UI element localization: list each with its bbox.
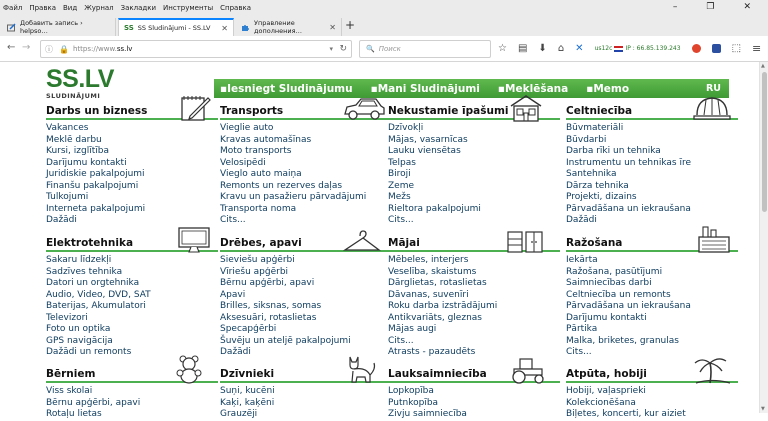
flag-icon bbox=[614, 46, 623, 52]
category-link[interactable]: Lopkopība bbox=[388, 386, 434, 396]
category-link[interactable]: Specapģērbi bbox=[220, 324, 277, 334]
scrollbar-thumb[interactable] bbox=[762, 72, 767, 212]
navigation-bar bbox=[0, 36, 768, 62]
category-link[interactable]: Roku darba izstrādājumi bbox=[388, 301, 498, 311]
category-construction bbox=[566, 104, 738, 227]
category-link[interactable]: Atrasts - pazaudēts bbox=[388, 347, 476, 357]
category-link[interactable]: Mājas augi bbox=[388, 324, 437, 334]
category-link[interactable]: Dzīvokļi bbox=[388, 123, 424, 133]
category-link[interactable]: Dārza tehnika bbox=[566, 180, 629, 191]
bookmark-star-icon[interactable]: ☆ bbox=[498, 43, 507, 54]
category-link[interactable]: Foto un optika bbox=[46, 324, 111, 334]
category-link[interactable]: Tulkojumi bbox=[46, 192, 89, 202]
category-link[interactable]: Grauzēji bbox=[220, 409, 258, 419]
category-link[interactable]: Transporta noma bbox=[220, 203, 297, 214]
category-link[interactable]: Brilles, siksnas, somas bbox=[220, 301, 322, 311]
ss-icon: SS bbox=[124, 23, 134, 32]
category-link[interactable]: Kravas automašīnas bbox=[220, 134, 312, 145]
category-link[interactable]: Zeme bbox=[388, 180, 415, 191]
furniture-icon bbox=[506, 228, 546, 258]
category-link[interactable]: Antikvariāts, gleznas bbox=[388, 312, 482, 323]
hanger-icon bbox=[342, 228, 382, 258]
wordpress-icon bbox=[7, 23, 16, 32]
language-switch-ru[interactable]: RU bbox=[705, 83, 721, 94]
category-link[interactable]: Kravu un pasažieru pārvadājumi bbox=[220, 192, 367, 202]
category-link[interactable]: Pārvadāšana un iekraušana bbox=[566, 301, 691, 311]
close-tab-icon[interactable]: ✕ bbox=[221, 23, 228, 33]
category-title[interactable]: Nekustamie īpašumi bbox=[388, 105, 509, 117]
category-link[interactable]: Pārtika bbox=[566, 324, 598, 334]
home-icon[interactable]: ⌂ bbox=[557, 43, 565, 54]
category-link[interactable]: Rieltora pakalpojumi bbox=[388, 203, 481, 214]
category-link[interactable]: Putnkopība bbox=[388, 397, 439, 408]
url-scheme: https://www. bbox=[72, 45, 117, 53]
category-link[interactable]: Lauku viensētas bbox=[388, 146, 461, 156]
reload-icon[interactable]: ↻ bbox=[339, 44, 347, 54]
category-title[interactable]: Elektrotehnika bbox=[46, 237, 134, 249]
category-link[interactable]: Dažādi bbox=[46, 215, 77, 225]
category-link[interactable]: Sakaru līdzekļi bbox=[46, 255, 112, 265]
nav-submit-ad[interactable]: ▪Iesniegt Sludinājumu bbox=[220, 82, 353, 95]
category-link[interactable]: Veselība, skaistums bbox=[388, 266, 477, 277]
forward-icon[interactable]: → bbox=[22, 42, 31, 53]
category-title[interactable]: Bērniem bbox=[46, 368, 96, 380]
category-link[interactable]: Hobiji, vaļasprieki bbox=[566, 386, 646, 396]
close-window-icon[interactable]: ✕ bbox=[743, 2, 751, 12]
scroll-up-icon[interactable]: ▲ bbox=[761, 63, 765, 69]
category-link[interactable]: Aksesuāri, rotaslietas bbox=[220, 312, 317, 323]
category-link[interactable]: Bērnu apģērbi, apavi bbox=[46, 397, 141, 408]
category-links bbox=[220, 123, 392, 227]
category-animals bbox=[220, 367, 392, 421]
category-link[interactable]: Kursi, izglītība bbox=[46, 146, 109, 156]
sidebar-toggle-icon[interactable]: ⬚ bbox=[731, 43, 742, 54]
category-link[interactable]: Dāvanas, suvenīri bbox=[388, 289, 469, 300]
category-leisure bbox=[566, 367, 738, 421]
category-link[interactable]: Vieglie auto bbox=[220, 123, 274, 133]
category-link[interactable]: Ražošana, pasūtījumi bbox=[566, 266, 663, 277]
logo-text: SS.LV bbox=[46, 65, 114, 93]
category-transport bbox=[220, 104, 392, 227]
category-link[interactable]: Šuvēju un ateljē pakalpojumi bbox=[220, 335, 351, 346]
car-icon bbox=[342, 96, 386, 126]
nav-label: Mani Sludinājumi bbox=[377, 82, 480, 95]
category-link[interactable]: Finanšu pakalpojumi bbox=[46, 180, 139, 191]
category-electronics bbox=[46, 236, 218, 359]
category-title[interactable]: Atpūta, hobiji bbox=[566, 368, 647, 380]
nav-memo[interactable]: ▪Memo bbox=[586, 82, 630, 95]
category-work bbox=[46, 104, 218, 227]
category-link[interactable]: Cits... bbox=[566, 347, 592, 357]
nav-label: Memo bbox=[593, 82, 630, 95]
category-link[interactable]: Dažādi un remonts bbox=[46, 347, 132, 357]
category-link[interactable]: Santehnika bbox=[566, 169, 617, 179]
category-title[interactable]: Ražošana bbox=[566, 237, 623, 249]
tab-wordpress[interactable] bbox=[2, 18, 116, 36]
category-links bbox=[220, 386, 392, 421]
page-content bbox=[0, 62, 768, 419]
menu-view[interactable]: Вид bbox=[62, 4, 78, 12]
category-link[interactable]: Cits... bbox=[388, 335, 414, 346]
category-link[interactable]: Baterijas, Akumulatori bbox=[46, 301, 146, 311]
url-bar[interactable] bbox=[40, 40, 352, 58]
category-link[interactable]: Dārglietas, rotaslietas bbox=[388, 278, 487, 288]
logo-subtitle: SLUDINĀJUMI bbox=[46, 92, 101, 100]
category-link[interactable]: Vieglo auto maiņa bbox=[220, 169, 302, 179]
category-real-estate bbox=[388, 104, 560, 227]
tab-strip bbox=[0, 16, 768, 36]
category-title[interactable]: Lauksaimniecība bbox=[388, 368, 487, 380]
back-icon[interactable]: ← bbox=[7, 42, 16, 53]
category-link[interactable]: Zivju saimniecība bbox=[388, 409, 467, 419]
nav-label: Meklēšana bbox=[505, 82, 569, 95]
category-links bbox=[566, 255, 738, 359]
nav-search[interactable]: ▪Meklēšana bbox=[497, 82, 569, 95]
category-link[interactable]: Moto transports bbox=[220, 146, 292, 156]
maximize-icon[interactable]: ❐ bbox=[706, 2, 715, 12]
menu-bookmarks[interactable]: Закладки bbox=[120, 4, 157, 12]
category-link[interactable]: Darba rīki un tehnika bbox=[566, 146, 661, 156]
category-title[interactable]: Drēbes, apavi bbox=[220, 237, 302, 249]
category-link[interactable]: Vakances bbox=[46, 123, 89, 133]
category-link[interactable]: Interneta pakalpojumi bbox=[46, 203, 146, 214]
page-scrollbar[interactable] bbox=[759, 62, 768, 413]
tab-title: SS Sludinājumi - SS.LV bbox=[137, 24, 211, 32]
tractor-icon bbox=[508, 355, 548, 389]
category-title[interactable]: Dzīvnieki bbox=[220, 368, 275, 380]
category-link[interactable]: Bērnu apģērbi, apavi bbox=[220, 278, 315, 288]
proxy-x-icon[interactable]: ✕ bbox=[575, 43, 584, 54]
category-agriculture bbox=[388, 367, 560, 421]
notepad-icon bbox=[178, 94, 212, 126]
category-link[interactable]: Rotaļu lietas bbox=[46, 409, 102, 419]
site-nav-bar bbox=[214, 79, 729, 98]
category-link[interactable]: Cits... bbox=[220, 215, 246, 225]
puzzle-icon bbox=[241, 23, 250, 32]
category-links bbox=[388, 123, 560, 227]
menu-history[interactable]: Журнал bbox=[84, 4, 114, 12]
category-link[interactable]: Pārvadāšana un iekraušana bbox=[566, 203, 691, 214]
category-link[interactable]: Mājas, vasarnīcas bbox=[388, 134, 468, 145]
category-link[interactable]: Instrumentu un tehnikas īre bbox=[566, 157, 691, 168]
category-title[interactable]: Mājai bbox=[388, 237, 420, 249]
menu-file[interactable]: Файл bbox=[3, 4, 23, 12]
category-link[interactable]: Mežs bbox=[388, 192, 411, 202]
category-link[interactable]: Biļetes, koncerti, kur aiziet bbox=[566, 409, 686, 419]
hamburger-menu-icon[interactable]: ≡ bbox=[752, 42, 762, 55]
nav-my-ads[interactable]: ▪Mani Sludinājumi bbox=[370, 82, 480, 95]
nav-label: Iesniegt Sludinājumu bbox=[227, 82, 353, 95]
category-links bbox=[46, 386, 218, 421]
category-link[interactable]: Vīriešu apģērbi bbox=[220, 266, 289, 277]
search-placeholder: Поиск bbox=[378, 45, 401, 53]
category-link[interactable]: Telpas bbox=[388, 157, 416, 168]
menu-tools[interactable]: Инструменты bbox=[163, 4, 214, 12]
category-link[interactable]: Iekārta bbox=[566, 255, 598, 265]
info-icon[interactable]: ⓘ bbox=[45, 44, 53, 54]
category-links bbox=[388, 255, 560, 359]
category-title[interactable]: Transports bbox=[220, 105, 284, 117]
minimize-icon[interactable]: – bbox=[672, 2, 678, 12]
category-link[interactable]: Projekti, dizains bbox=[566, 192, 637, 202]
menu-help[interactable]: Справка bbox=[220, 4, 251, 12]
extension-blue-icon[interactable] bbox=[712, 44, 721, 53]
category-links bbox=[46, 123, 218, 227]
category-link[interactable]: Darījumu kontakti bbox=[566, 312, 647, 323]
ip-address: IP : 66.85.139.243 bbox=[625, 45, 681, 52]
category-link[interactable]: Būvdarbi bbox=[566, 134, 607, 145]
category-links bbox=[220, 255, 392, 359]
category-links bbox=[46, 255, 218, 359]
category-link[interactable]: Biroji bbox=[388, 169, 411, 179]
category-link[interactable]: Suņi, kucēni bbox=[220, 386, 275, 396]
category-link[interactable]: Juridiskie pakalpojumi bbox=[46, 169, 145, 179]
search-icon: 🔍 bbox=[366, 45, 375, 53]
scroll-down-icon[interactable]: ▼ bbox=[761, 406, 765, 412]
window-controls bbox=[673, 2, 758, 12]
helmet-icon bbox=[692, 94, 732, 126]
tab-ss-lv[interactable] bbox=[118, 18, 234, 36]
new-tab-button[interactable]: + bbox=[345, 18, 356, 32]
category-link[interactable]: Būvmateriāli bbox=[566, 123, 624, 133]
menu-edit[interactable]: Правка bbox=[29, 4, 56, 12]
tab-title: Управление дополнения… bbox=[254, 19, 302, 35]
category-clothing bbox=[220, 236, 392, 359]
category-link[interactable]: Meklē darbu bbox=[46, 134, 102, 145]
category-links bbox=[388, 386, 560, 421]
category-link[interactable]: Cits... bbox=[388, 215, 414, 225]
category-home bbox=[388, 236, 560, 359]
category-link[interactable]: Apavi bbox=[220, 289, 246, 300]
category-link[interactable]: Audio, Video, DVD, SAT bbox=[46, 289, 151, 300]
extension-red-icon[interactable] bbox=[692, 44, 701, 53]
browser-menubar bbox=[0, 0, 768, 16]
palm-tree-icon bbox=[692, 355, 732, 389]
category-link[interactable]: Datori un orgtehnika bbox=[46, 278, 140, 288]
ip-info bbox=[595, 45, 681, 52]
cat-icon bbox=[344, 355, 378, 389]
category-link[interactable]: Dažādi bbox=[566, 215, 597, 225]
tab-addons[interactable] bbox=[236, 18, 342, 36]
url-host: ss.lv bbox=[116, 45, 133, 53]
category-link[interactable]: Darījumu kontakti bbox=[46, 157, 127, 168]
category-link[interactable]: Viss skolai bbox=[46, 386, 93, 396]
category-link[interactable]: Remonts un rezerves daļas bbox=[220, 180, 343, 191]
category-link[interactable]: Velosipēdi bbox=[220, 157, 266, 168]
category-link[interactable]: Kaķi, kaķēni bbox=[220, 397, 275, 408]
category-link[interactable]: Sadzīves tehnika bbox=[46, 266, 123, 277]
dropdown-icon[interactable]: ▾ bbox=[329, 45, 333, 53]
category-link[interactable]: Kolekcionēšana bbox=[566, 397, 636, 408]
category-link[interactable]: Saimniecības darbi bbox=[566, 278, 652, 288]
category-link[interactable]: Sieviešu apģērbi bbox=[220, 255, 295, 265]
tab-title: Добавить запись › helpso… bbox=[20, 19, 83, 35]
category-link[interactable]: Celtniecība un remonts bbox=[566, 289, 671, 300]
category-link[interactable]: GPS navigācija bbox=[46, 335, 113, 346]
search-box[interactable] bbox=[359, 40, 491, 58]
category-links bbox=[566, 123, 738, 227]
category-link[interactable]: Dažādi bbox=[220, 347, 251, 357]
category-title[interactable]: Darbs un bizness bbox=[46, 105, 148, 117]
category-title[interactable]: Celtniecība bbox=[566, 105, 633, 117]
lock-icon: 🔒 bbox=[59, 44, 69, 54]
download-icon[interactable]: ⬇ bbox=[538, 43, 547, 54]
site-logo[interactable] bbox=[46, 67, 114, 100]
house-icon bbox=[508, 94, 544, 126]
category-link[interactable]: Malka, briketes, granulas bbox=[566, 335, 679, 346]
teddy-bear-icon bbox=[174, 355, 204, 389]
monitor-icon bbox=[176, 226, 212, 258]
ip-location: us12c bbox=[594, 45, 613, 52]
category-production bbox=[566, 236, 738, 359]
category-children bbox=[46, 367, 218, 421]
factory-icon bbox=[696, 224, 732, 258]
close-tab-icon[interactable]: ✕ bbox=[329, 22, 336, 32]
category-links bbox=[566, 386, 738, 421]
category-link[interactable]: Televizori bbox=[46, 312, 88, 323]
toolbar-icons bbox=[498, 42, 761, 55]
category-link[interactable]: Mēbeles, interjers bbox=[388, 255, 469, 265]
library-icon[interactable]: ▤ bbox=[517, 43, 528, 54]
